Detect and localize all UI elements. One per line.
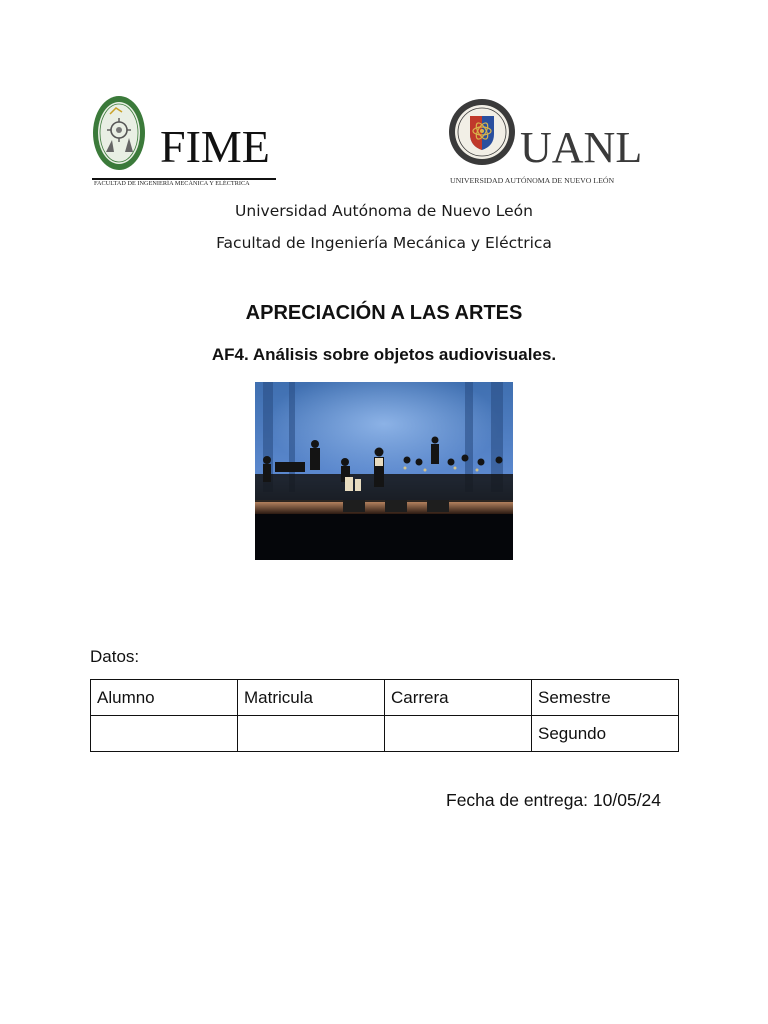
header-matricula: Matricula	[238, 680, 385, 716]
orchestra-concert-photo	[255, 382, 513, 560]
uanl-logo	[448, 98, 648, 190]
cell-carrera	[385, 716, 532, 752]
fime-logo	[92, 94, 276, 190]
datos-label: Datos:	[90, 647, 140, 666]
fime-subtitle: FACULTAD DE INGENIERÍA MECÁNICA Y ELÉCTRICA	[94, 180, 250, 187]
faculty-name: Facultad de Ingeniería Mecánica y Eléctrica	[216, 234, 552, 252]
fime-wordmark: FIME	[160, 121, 270, 172]
cell-semestre: Segundo	[532, 716, 679, 752]
course-title: APRECIACIÓN A LAS ARTES	[245, 302, 523, 324]
table-header-row	[91, 680, 679, 716]
header-semestre: Semestre	[532, 680, 679, 716]
activity-title: AF4. Análisis sobre objetos audiovisuales.	[211, 345, 557, 364]
uanl-subtitle: UNIVERSIDAD AUTÓNOMA DE NUEVO LEÓN	[450, 176, 615, 185]
university-name: Universidad Autónoma de Nuevo León	[235, 202, 533, 220]
cell-alumno	[91, 716, 238, 752]
due-date: Fecha de entrega: 10/05/24	[446, 790, 662, 810]
header-carrera: Carrera	[385, 680, 532, 716]
uanl-seal-icon	[448, 98, 516, 166]
fime-seal-icon	[92, 94, 146, 172]
table-row	[91, 716, 679, 752]
header-alumno: Alumno	[91, 680, 238, 716]
cell-matricula	[238, 716, 385, 752]
student-data-table	[90, 679, 679, 752]
uanl-wordmark: UANL	[520, 123, 643, 172]
